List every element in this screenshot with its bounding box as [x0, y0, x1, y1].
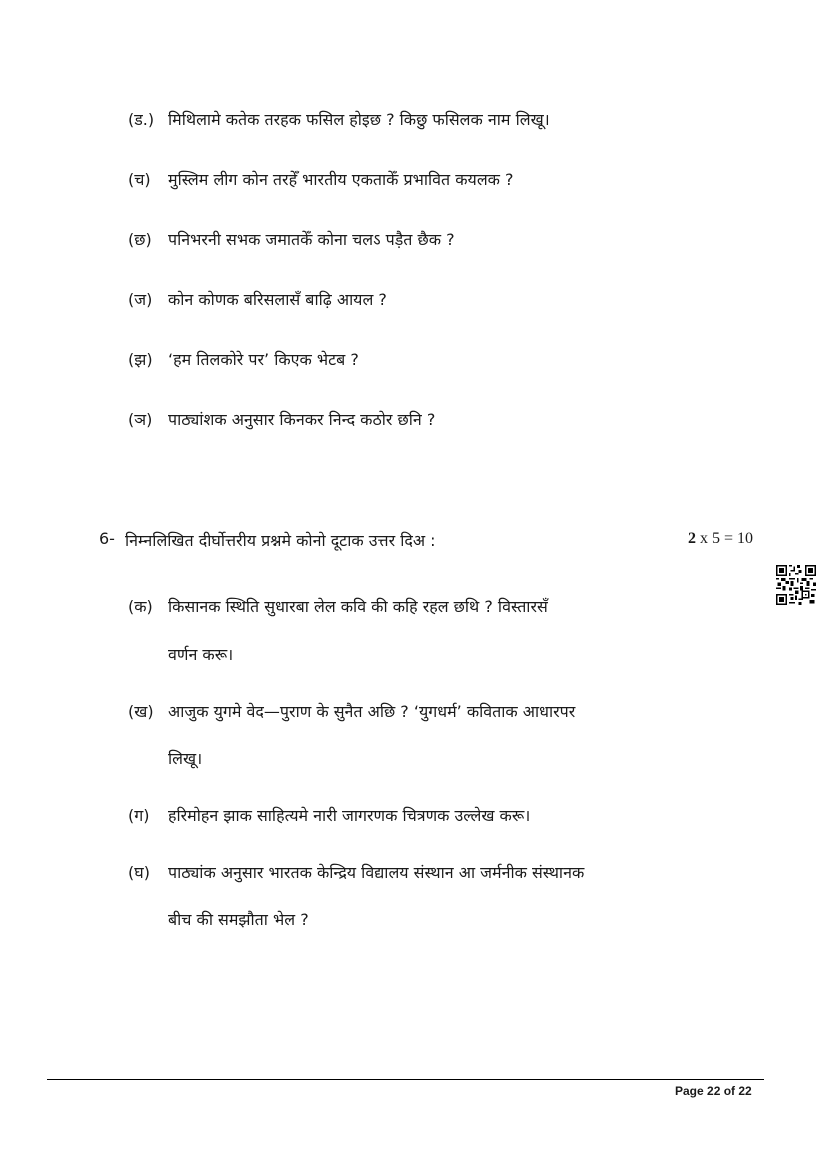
question-text: आजुक युगमे वेद—पुराण के सुनैत अछि ? ‘युगधर्म’ कविताक आधारपर — [168, 702, 576, 721]
question-label: (क) — [128, 597, 153, 616]
marks-allocation — [688, 530, 753, 548]
question-text: किसानक स्थिति सुधारबा लेल कवि की कहि रहल छथि ? विस्तारसँ — [168, 597, 548, 616]
page-total: 22 — [738, 1084, 752, 1098]
question-label: (च) — [128, 170, 151, 189]
question-text: मुस्लिम लीग कोन तरहेँ भारतीय एकताकेँ प्रभावित कयलक ? — [168, 170, 514, 189]
question-text: मिथिलामे कतेक तरहक फसिल होइछ ? किछु फसिलक नाम लिखू। — [168, 110, 550, 129]
question-label: (ञ) — [128, 410, 153, 429]
question-label: (ग) — [128, 806, 150, 825]
question-text: हरिमोहन झाक साहित्यमे नारी जागरणक चित्रणक उल्लेख करू। — [168, 806, 531, 825]
marks-rest: x 5 = 10 — [696, 530, 754, 547]
question-label: (छ) — [128, 230, 152, 249]
question-heading: निम्नलिखित दीर्घोत्तरीय प्रश्नमे कोनो दूटाक उत्तर दिअ : — [125, 531, 436, 550]
question-text: ‘हम तिलकोरे पर’ किएक भेटब ? — [168, 350, 359, 369]
footer-divider — [47, 1079, 764, 1080]
question-text: पनिभरनी सभक जमातकेँ कोना चलऽ पड़ैत छैक ? — [168, 230, 455, 249]
question-text-line2: बीच की समझौता भेल ? — [168, 910, 309, 929]
page-prefix: Page — [675, 1084, 708, 1098]
page-of: of — [720, 1084, 739, 1098]
question-label: (घ) — [128, 863, 150, 882]
question-text-line2: लिखू। — [168, 749, 203, 768]
question-label: (ख) — [128, 702, 154, 721]
page-current: 22 — [707, 1084, 721, 1098]
qr-code — [776, 565, 816, 605]
marks-bold: 2 — [688, 530, 696, 547]
page-number — [675, 1084, 752, 1098]
question-label: (ज) — [128, 290, 153, 309]
question-text-line2: वर्णन करू। — [168, 645, 234, 664]
question-label: (झ) — [128, 350, 153, 369]
question-text: कोन कोणक बरिसलासँ बाढ़ि आयल ? — [168, 290, 387, 309]
question-text: पाठ्यांशक अनुसार किनकर निन्द कठोर छनि ? — [168, 410, 436, 429]
question-text: पाठ्यांक अनुसार भारतक केन्द्रिय विद्यालय संस्थान आ जर्मनीक संस्थानक — [168, 863, 585, 882]
question-label: (ड.) — [128, 110, 155, 129]
question-number: 6- — [99, 529, 115, 548]
